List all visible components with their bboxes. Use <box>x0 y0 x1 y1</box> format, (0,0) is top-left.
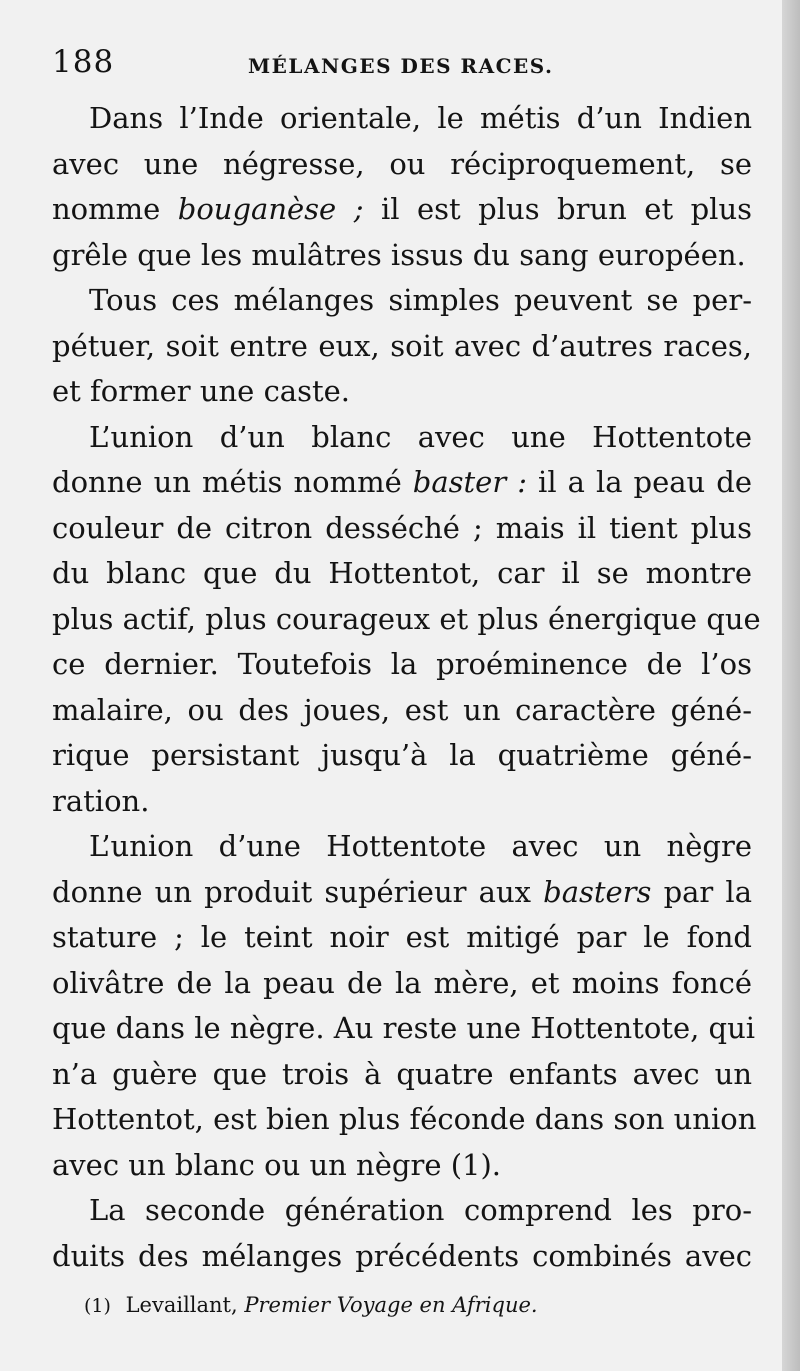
text-line: La seconde génération comprend les pro- <box>89 1193 752 1227</box>
text-line <box>52 187 752 233</box>
italic-term: bouganèse ; <box>177 192 364 226</box>
text-line: Hottentot, est bien plus féconde dans son union <box>52 1102 757 1136</box>
text-line: rique persistant jusqu’à la quatrième géné- <box>52 738 752 772</box>
text-line: couleur de citron desséché ; mais il tient plus <box>52 510 752 545</box>
text-segment: par la <box>651 874 752 909</box>
running-title: MÉLANGES DES RACES. <box>248 54 554 78</box>
text-line: plus actif, plus courageux et plus énergique que <box>52 601 761 636</box>
text-line: duits des mélanges précédents combinés avec <box>52 1238 752 1273</box>
text-line: ration. <box>52 783 150 818</box>
text-segment: donne un métis nommé <box>52 465 413 499</box>
paragraph <box>52 1188 752 1279</box>
text-line: pétuer, soit entre eux, soit avec d’autres races, <box>52 328 752 363</box>
text-line: L’union d’un blanc avec une Hottentote <box>89 419 752 454</box>
text-line: n’a guère que trois à quatre enfants avec un <box>52 1056 752 1091</box>
text-line: avec une négresse, ou réciproquement, se <box>52 146 752 181</box>
page-edge <box>782 0 800 1371</box>
text-segment: il a la peau de <box>527 465 752 499</box>
paragraph <box>52 96 752 278</box>
text-line: ce dernier. Toutefois la proéminence de l’os <box>52 647 752 681</box>
text-line: Tous ces mélanges simples peuvent se per- <box>89 283 752 317</box>
text-line: malaire, ou des joues, est un caractère géné- <box>52 692 752 727</box>
text-line: que dans le nègre. Au reste une Hottentote, qui <box>52 1011 756 1045</box>
text-line: du blanc que du Hottentot, car il se montre <box>52 556 752 590</box>
text-line: olivâtre de la peau de la mère, et moins foncé <box>52 965 752 1000</box>
footnote-mark: (1) <box>84 1295 111 1317</box>
page-number: 188 <box>52 44 115 80</box>
footnote-author: Levaillant, <box>125 1293 238 1317</box>
footnote-title: Premier Voyage en Afrique. <box>244 1293 538 1317</box>
text-segment: donne un produit supérieur aux <box>52 874 544 909</box>
paragraph <box>52 278 752 415</box>
paragraph <box>52 415 761 825</box>
italic-term: baster : <box>412 465 528 499</box>
text-line: et former une caste. <box>52 374 351 408</box>
text-line <box>52 870 752 916</box>
text-segment: il est plus brun et plus <box>363 192 753 226</box>
text-line: Dans l’Inde orientale, le métis d’un Indien <box>89 101 752 135</box>
text-line: grêle que les mulâtres issus du sang européen. <box>52 237 746 272</box>
page-header <box>52 44 752 84</box>
text-line: stature ; le teint noir est mitigé par le fond <box>52 920 752 954</box>
text-segment: nomme <box>52 192 178 226</box>
footnote <box>84 1290 734 1321</box>
text-line: L’union d’une Hottentote avec un nègre <box>89 829 752 863</box>
text-line: avec un blanc ou un nègre (1). <box>52 1147 502 1182</box>
paragraph <box>52 824 757 1188</box>
body-text <box>52 96 761 1279</box>
text-line <box>52 460 752 506</box>
italic-term: basters <box>543 874 652 909</box>
